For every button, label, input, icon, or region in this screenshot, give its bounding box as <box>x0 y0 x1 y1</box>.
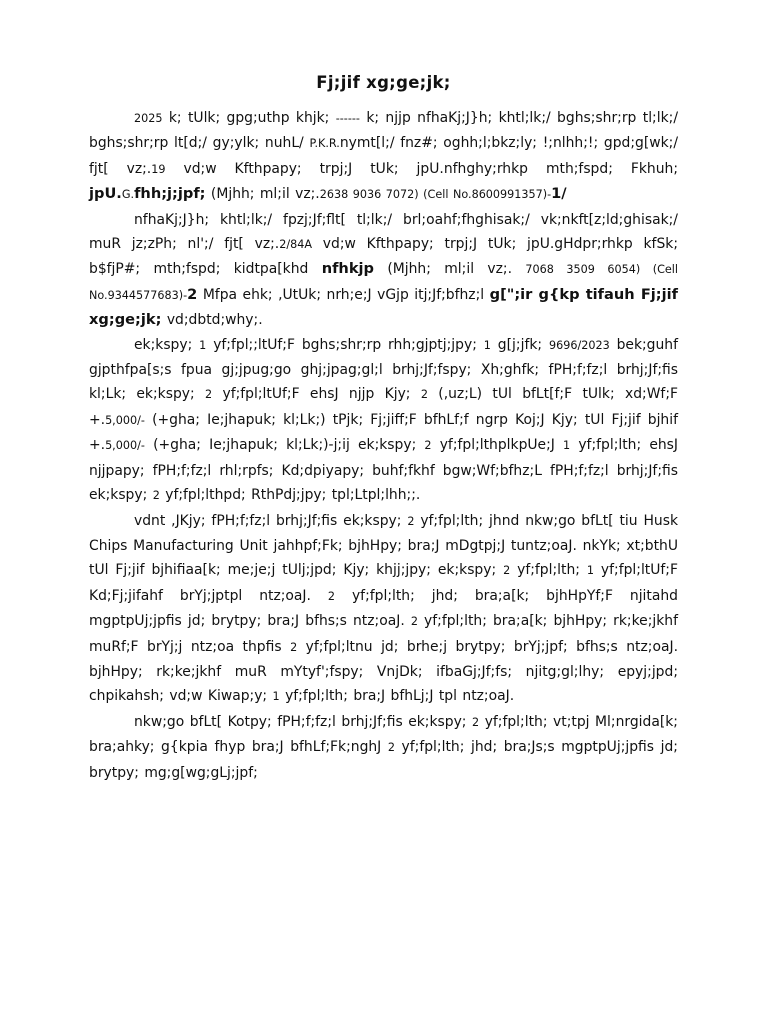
paragraph <box>89 509 678 710</box>
paragraph <box>89 208 678 333</box>
text-run: 2 <box>290 640 298 654</box>
text-run: yf;fpl;ltUf;F ehsJ njjp Kjy; <box>212 386 421 403</box>
text-run: yf;fpl;lth; bra;a[k; bjhHpy; rk;ke;jkhf muRf;F brYj;j ntz;oa thpfis <box>89 613 678 655</box>
text-run: g[";ir g{kp tifauh Fj;jif xg;ge;jk; <box>89 285 678 329</box>
text-run: (+gha; Ie;jhapuk; kl;Lk;) tPjk; Fj;jiff;F bfhLf;f ngrp Koj;J Kjy; tUl Fj;jif bjhif +. <box>89 411 678 454</box>
text-run: 1/ <box>551 185 567 203</box>
text-run: ek;kspy; <box>134 336 200 353</box>
text-run: 2025 <box>134 112 163 125</box>
text-run: 2 <box>407 514 415 528</box>
text-run: vdnt ,JKjy; fPH;f;fz;l brhj;Jf;fis ek;kspy; <box>134 512 408 529</box>
text-run: (+gha; Ie;jhapuk; kl;Lk;)-j;ij ek;kspy; <box>144 437 425 454</box>
text-run: Mfpa ehk; ,UtUk; nrh;e;J vGjp itj;Jf;bfhz;l <box>197 286 490 303</box>
text-run: yf;fpl;lthpd; RthPdj;jpy; tpl;Ltpl;lhh;;. <box>159 487 421 504</box>
text-run: yf;fpl;lth; ehsJ njjpapy; fPH;f;fz;l rhl;rpfs; Kd;dpiyapy; buhf;fkhf bgw;Wf;bfhz;L fPH;f;fz;l brhj;Jf;fis ek;kspy; <box>89 437 678 504</box>
text-run: G. <box>121 188 135 202</box>
text-run: 2 <box>387 741 395 755</box>
text-run: 2638 9036 7072) (Cell No.8600991357)- <box>319 188 552 202</box>
text-run: vd;dbtd;why;. <box>161 312 263 329</box>
paragraph <box>89 106 678 208</box>
text-run: nfhaKj;J}h; khtl;lk;/ fpzj;Jf;flt[ tl;lk;/ brl;oahf;fhghisak;/ vk;nkft[z;ld;ghisak;/ muR jz;zPh; nl';/ fjt[ vz;. <box>89 211 678 253</box>
text-run: yf;fpl;lth; bra;J bfhLj;J tpl ntz;oaJ. <box>279 688 515 705</box>
text-run: yf;fpl;lth; vt;tpj Ml;nrgida[k; bra;ahky; g{kpia fhyp bra;J bfhLf;Fk;nghJ <box>89 713 678 756</box>
text-run: (,uz;L) tUl bfLt[f;F tUlk; xd;Wf;F +. <box>89 386 678 428</box>
text-run: 1 <box>563 439 571 453</box>
text-run: bek;guhf gjpthfpa[s;s fpua gj;jpug;go ghj;jpag;gl;l brhj;Jf;fspy; Xh;ghfk; fPH;f;fz;l brhj;Jf;fis kl;Lk; ek;kspy; <box>89 336 678 403</box>
text-run: 2 <box>327 589 336 603</box>
text-run: 2 <box>410 615 418 629</box>
text-run: (Mjhh; ml;il vz;. <box>205 186 320 203</box>
document-body <box>89 106 678 785</box>
text-run: 7068 3509 6054) (Cell No.9344577683)- <box>89 263 678 302</box>
text-run: vd;w Kfthpapy; trpj;J tUk; jpU.nfhghy;rhkp mth;fspd; Fkhuh; <box>165 160 678 177</box>
text-run: nfhkjp <box>321 260 374 278</box>
text-run: 5,000/- <box>105 439 145 453</box>
text-run: fhh;j;jpf; <box>134 185 206 203</box>
text-run: 1 <box>199 338 207 352</box>
text-run: 2/84A <box>279 238 312 252</box>
paragraph <box>89 333 678 509</box>
text-run: yf;fpl;lthplkpUe;J <box>431 437 564 454</box>
text-run: g[j;jfk; <box>490 336 549 353</box>
text-run: 1 <box>483 338 491 352</box>
text-run: nkw;go bfLt[ Kotpy; fPH;f;fz;l brhj;Jf;fis ek;kspy; <box>134 713 473 730</box>
text-run: k; njjp nfhaKj;J}h; khtl;lk;/ bghs;shr;rp tl;lk;/ bghs;shr;rp lt[d;/ gy;ylk; nuhL/ <box>89 110 678 152</box>
text-run: 2 <box>205 388 213 402</box>
document-title: Fj;jif xg;ge;jk; <box>316 73 451 92</box>
text-run: yf;fpl;ltnu jd; brhe;j brytpy; brYj;jpf; bfhs;s ntz;oaJ. bjhHpy; rk;ke;jkhf muR mYtyf';fspy; VnjDk; ifbaGj;Jf;fs; njitg;gl;lhy; epyj;jpd; chpikahsh; vd;w Kiwap;y; <box>89 638 679 705</box>
text-run: yf;fpl;lth; jhd; bra;Js;s mgptpUj;jpfis jd; brytpy; mg;g[wg;gLj;jpf; <box>89 739 678 781</box>
text-run: 2 <box>420 388 428 402</box>
text-run: yf;fpl;lth; jhnd nkw;go bfLt[ tiu Husk Chips Manufacturing Unit jahhpf;Fk; bjhHpy; bra;J mDgtpj;J tuntz;oaJ. nkYk; xt;bthU tUl Fj;jif bjhifiaa[k; me;je;j tUlj;jpd; Kjy; khjj;jpy; ek;kspy; <box>89 512 678 579</box>
text-run: P.K.R. <box>309 137 340 151</box>
text-run: 1 <box>586 564 594 578</box>
text-run: yf;fpl;ltUf;F Kd;Fj;jifahf brYj;jptpl ntz;oaJ. <box>89 562 678 604</box>
text-run: ------ <box>335 112 360 125</box>
text-run: 9696/2023 <box>548 338 610 352</box>
paragraph <box>89 710 678 785</box>
text-run: 5,000/- <box>105 413 145 427</box>
text-run: 2 <box>424 439 432 453</box>
text-run: 2 <box>472 715 480 729</box>
text-run: k; tUlk; gpg;uthp khjk; <box>162 110 336 126</box>
text-run: 2 <box>503 564 511 578</box>
text-run: jpU. <box>89 185 122 203</box>
text-run: yf;fpl;lth; <box>510 562 587 579</box>
text-run: nymt[l;/ fnz#; oghh;l;bkz;ly; !;nlhh;!; gpd;g[wk;/ fjt[ vz;. <box>89 135 679 177</box>
text-run: 2 <box>152 489 160 503</box>
text-run: 19 <box>151 162 166 176</box>
text-run: 2 <box>187 285 198 303</box>
text-run: yf;fpl;lth; jhd; bra;a[k; bjhHpYf;F njitahd mgptpUj;jpfis jd; brytpy; bra;J bfhs;s ntz;oaJ. <box>89 587 678 630</box>
text-run: (Mjhh; ml;il vz;. <box>373 261 526 278</box>
text-run: 1 <box>272 690 280 704</box>
text-run: vd;w Kfthpapy; trpj;J tUk; jpU.gHdpr;rhkp kfSk; b$fjP#; mth;fspd; kidtpa[khd <box>89 236 678 278</box>
text-run: yf;fpl;;ltUf;F bghs;shr;rp rhh;gjptj;jpy; <box>206 336 484 353</box>
